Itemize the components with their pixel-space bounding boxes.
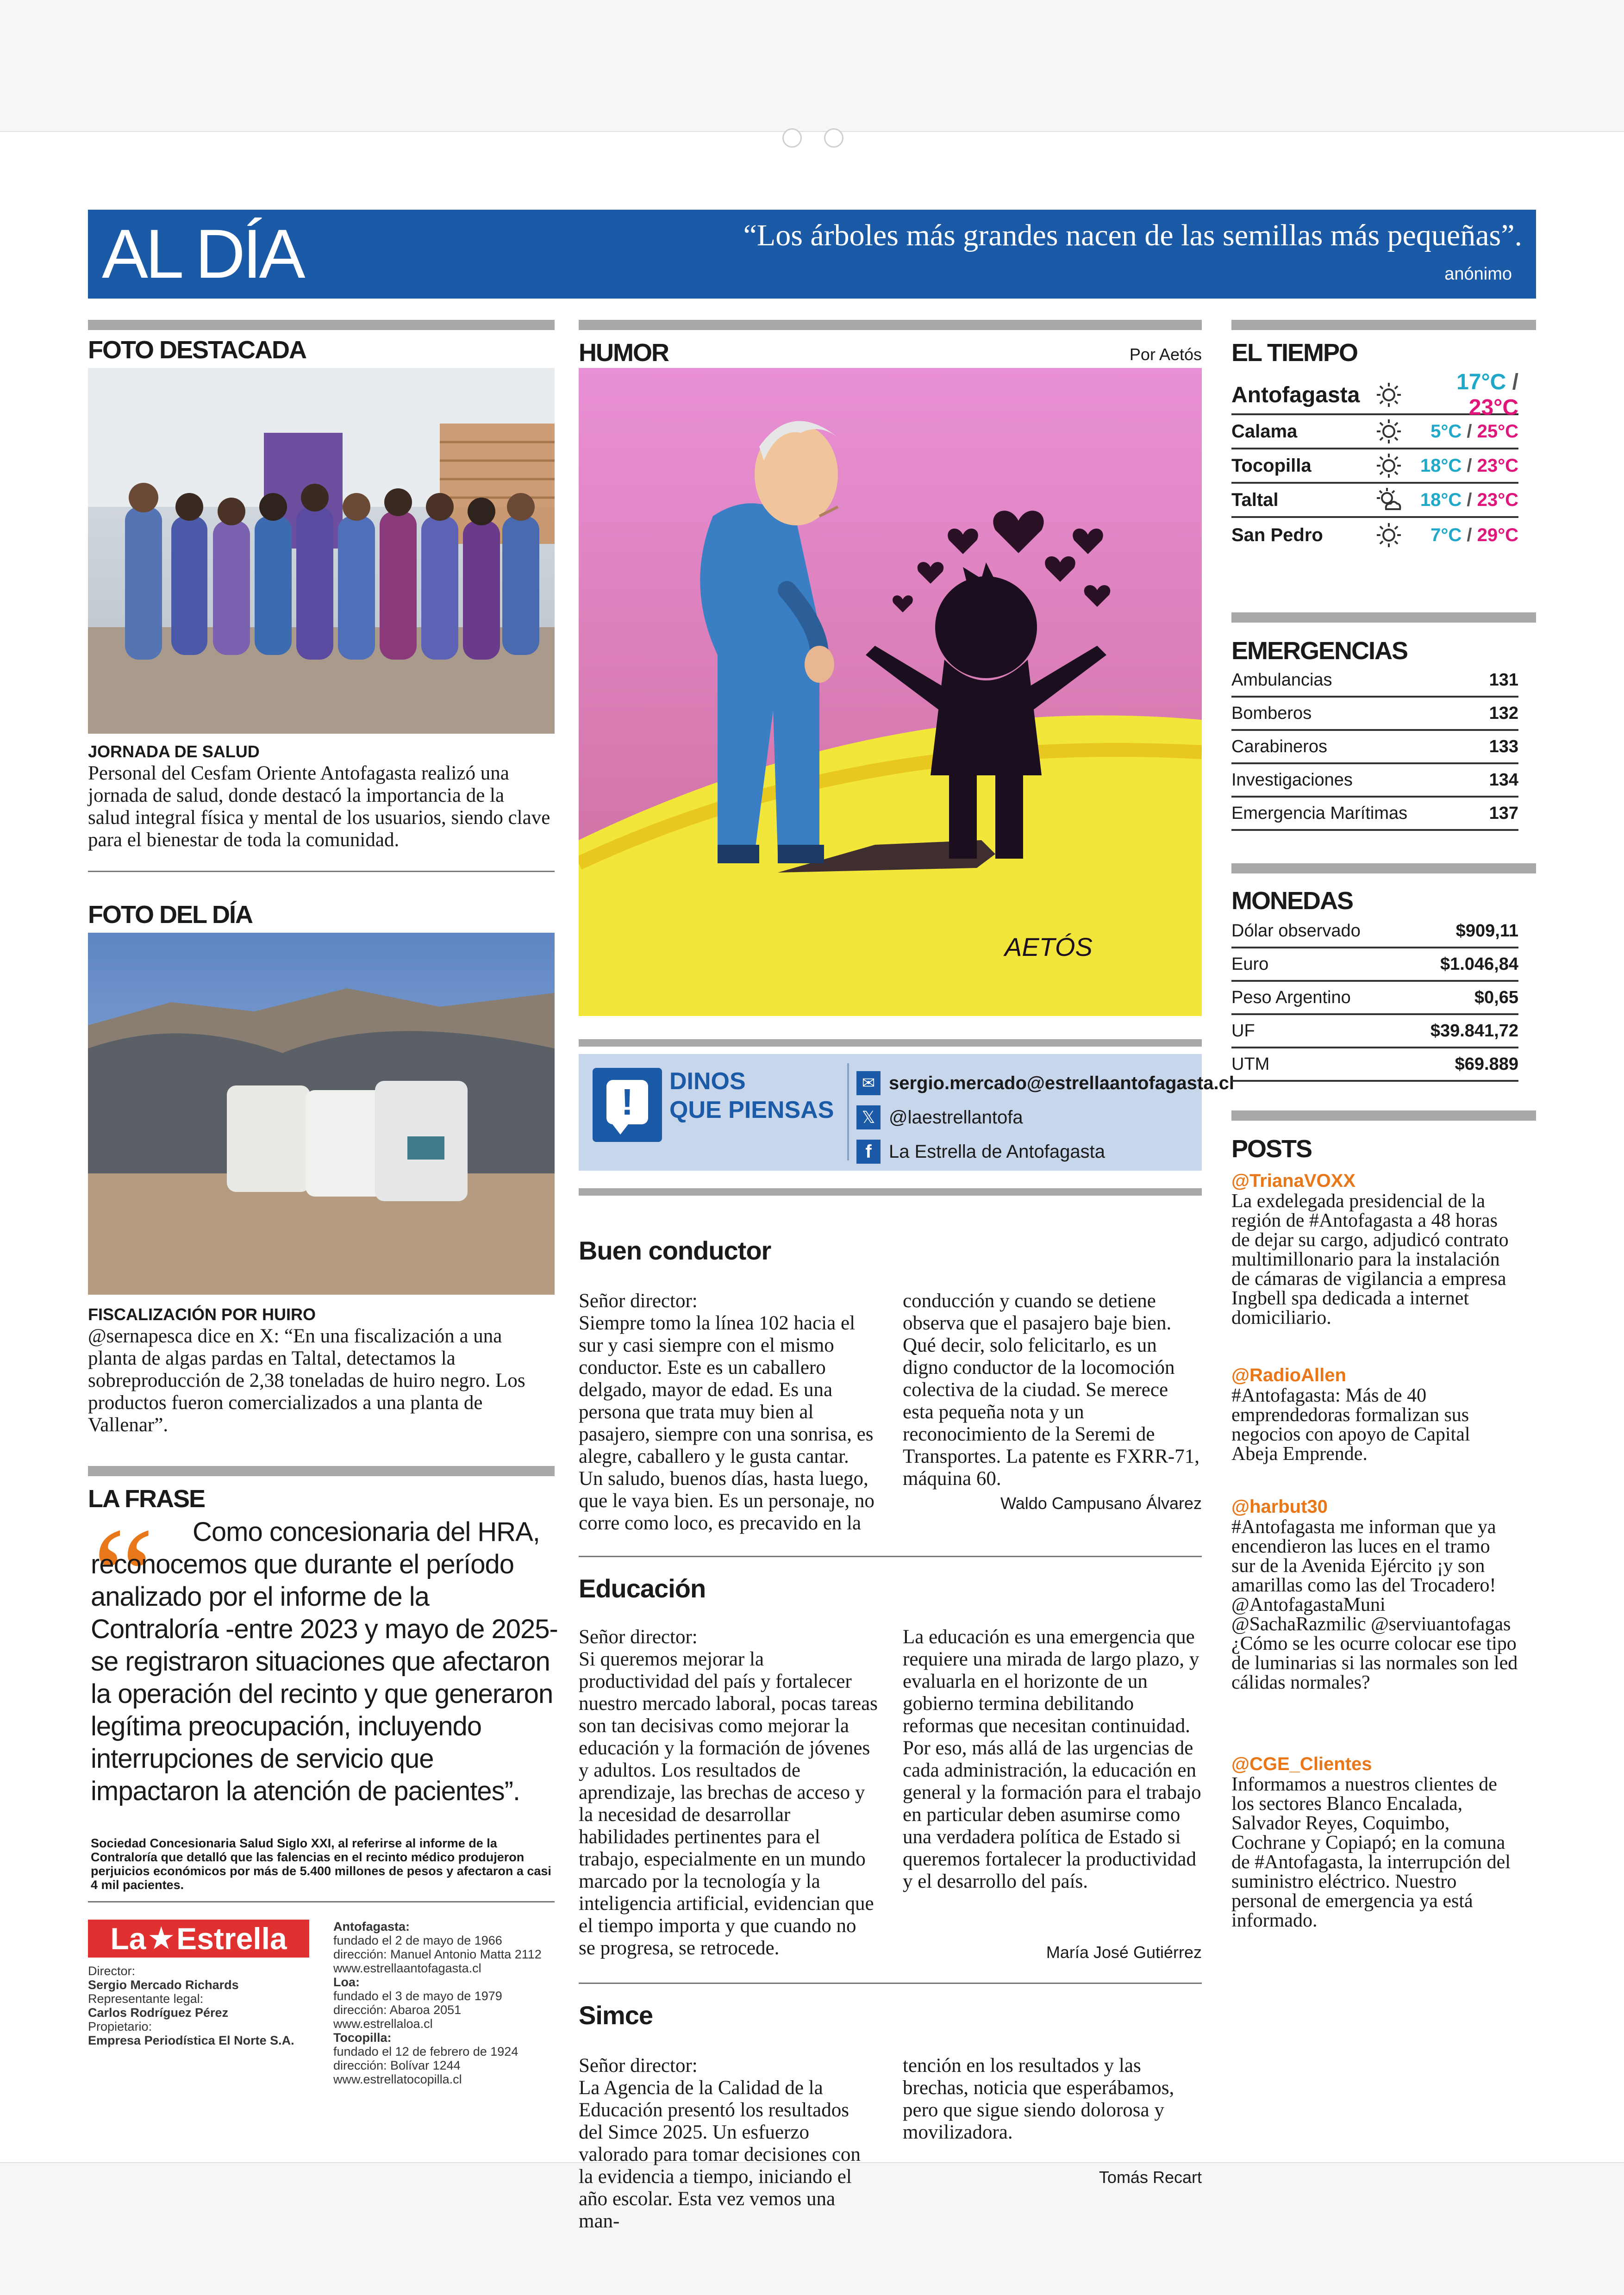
emergency-number: 132 [1489,703,1518,723]
partly-cloudy-icon [1370,487,1407,513]
letter-body-col2: tención en los resultados y las brechas, noticia que esperábamos, pero que sigue siendo dolorosa y movilizadora. [903,2055,1174,2143]
emergency-label: Bomberos [1231,703,1312,723]
star-icon: ★ [149,1923,174,1954]
divider-bar [88,320,555,330]
weather-row: Taltal 18°C / 23°C [1231,484,1518,518]
temp-max: 23°C [1477,455,1518,476]
sun-icon [1370,522,1407,548]
post-handle[interactable]: @CGE_Clientes [1231,1754,1372,1774]
currency-label: UF [1231,1021,1255,1041]
temp-max: 23°C [1468,395,1518,420]
email-icon: ✉ [856,1071,881,1095]
weather-row: Calama 5°C / 25°C [1231,415,1518,449]
currency-value: $69.889 [1455,1054,1518,1074]
edition-address: dirección: Manuel Antonio Matta 2112 [333,1947,542,1961]
edition-address: dirección: Abaroa 2051 [333,2003,462,2017]
post-text: La exdelegada presidencial de la región de #Antofagasta a 48 horas de dejar su cargo, adjudicó contrato multimillonario para la instalación de cámaras de vigilancia a empresa Ingbell spa dedicada a internet domiciliario. [1231,1191,1509,1328]
photo-caption: @sernapesca dice en X: “En una fiscalización a una planta de algas pardas en Taltal, detectamos la sobreproducción de 2,38 toneladas de huiro negro. Los productos fueron comercializados a una planta de Vallenar”. [88,1325,525,1436]
edition-name: Tocopilla: [333,2031,392,2045]
section-title: MONEDAS [1231,887,1353,915]
post-item [1231,1365,1518,1497]
edition-founded: fundado el 2 de mayo de 1966 [333,1933,502,1947]
quote-attribution: Sociedad Concesionaria Salud Siglo XXI, al referirse al informe de la Contraloría que detalló que las falencias en el recinto médico produjeron perjuicios económicos por más de 5.400 millones de pesos y afectaron a casi 4 mil pacientes. [91,1836,551,1892]
emergency-label: Emergencia Marítimas [1231,803,1408,823]
letter-signature: Waldo Campusano Álvarez [1000,1494,1202,1513]
currency-row [1231,948,1518,982]
currency-value: $39.841,72 [1430,1021,1518,1041]
divider-rule [88,1901,555,1902]
masthead-editions [333,1920,556,2086]
emergency-number: 133 [1489,736,1518,756]
x-icon: 𝕏 [856,1105,881,1129]
edition [333,1920,556,1975]
sun-icon [1370,382,1407,408]
letter-signature: Tomás Recart [1099,2168,1202,2187]
currency-label: UTM [1231,1054,1270,1074]
owner-label: Propietario: [88,2020,152,2033]
director-label: Director: [88,1964,136,1978]
section-title: HUMOR [579,339,668,367]
section-title: EMERGENCIAS [1231,637,1408,665]
divider-bar [579,1188,1202,1196]
letter-title: Educación [579,1574,706,1603]
divider-bar [1231,1110,1536,1121]
humor-cartoon [579,368,1202,1016]
letter-title: Buen conductor [579,1236,771,1265]
contact-box [579,1054,1234,1171]
page-dot[interactable] [824,128,843,148]
temp-max: 29°C [1477,524,1518,545]
facebook-icon: f [856,1140,881,1164]
contact-email-row[interactable] [856,1066,1234,1100]
currency-value: $909,11 [1455,921,1518,941]
post-text: Informamos a nuestros clientes de los sectores Blanco Encalada, Salvador Reyes, Coquimbo, Cochrane y Copiapó; en la comuna de #Antofagasta, la interrupción del suministro eléctrico. Nuestro personal de emergencia ya está informado. [1231,1774,1511,1931]
letter-body-col2: La educación es una emergencia que requiere una mirada de largo plazo, y evaluarla en el horizonte de un gobierno termina debilitando reformas que necesitan continuidad. Por eso, más allá de las urgencias de cada administración, la educación en general y la formación para el trabajo en particular deben asumirse como una verdadera política de Estado si queremos fortalecer la productividad y el desarrollo del país. [903,1626,1201,1892]
letter-body-col1: Señor director: Siempre tomo la línea 102 hacia el sur y casi siempre con el mismo conductor. Este es un caballero delgado, mayor de edad. Es una persona que trata muy bien al pasajero, siempre con una sonrisa, es alegre, caballero y le gusta cantar. Un saludo, buenos días, hasta luego, que le vaya bien. Es un personaje, no corre como loco, es precavido en la [579,1290,874,1534]
post-item [1231,1754,1518,1930]
contact-title-line2: QUE PIENSAS [669,1097,834,1123]
edition-founded: fundado el 3 de mayo de 1979 [333,1989,502,2003]
section-title: FOTO DESTACADA [88,336,306,364]
emergency-row [1231,798,1518,831]
emergency-row [1231,698,1518,731]
edition-founded: fundado el 12 de febrero de 1924 [333,2045,518,2058]
emergency-row [1231,664,1518,698]
cartoon-signature: AETÓS [1005,932,1093,961]
currency-row [1231,1048,1518,1082]
edition-website-link[interactable]: www.estrellatocopilla.cl [333,2072,462,2086]
edition-website-link[interactable]: www.estrellaantofagasta.cl [333,1961,481,1975]
contact-title [669,1067,834,1124]
temp-min: 7°C [1430,524,1462,545]
weather-city: Antofagasta [1231,382,1360,407]
weather-table [1231,370,1518,552]
currency-row [1231,1015,1518,1048]
contact-x-handle[interactable]: @laestrellantofa [889,1107,1023,1128]
emergency-label: Investigaciones [1231,770,1353,790]
emergency-label: Ambulancias [1231,670,1332,690]
estrella-logo [88,1920,309,1958]
letter-body-col2: conducción y cuando se detiene observa que el pasajero baje bien. Qué decir, solo felicitarlo, es un digno conductor de la locomoción colectiva de la ciudad. Se merece esta pequeña nota y un reconocimiento de la Seremi de Transportes. La patente es FXRR-71, máquina 60. [903,1290,1199,1490]
post-item [1231,1171,1518,1365]
weather-row: San Pedro 7°C / 29°C [1231,518,1518,552]
edition [333,2031,556,2086]
contact-divider [847,1063,849,1160]
post-handle[interactable]: @harbut30 [1231,1497,1328,1517]
masthead-staff [88,1964,319,2047]
section-title: LA FRASE [88,1485,205,1513]
post-item [1231,1497,1518,1754]
emergency-label: Carabineros [1231,736,1327,756]
emergency-row [1231,731,1518,764]
currency-label: Dólar observado [1231,921,1361,941]
posts-list [1231,1171,1518,1930]
edition [333,1975,556,2031]
emergency-number: 134 [1489,770,1518,790]
owner-name: Empresa Periodística El Norte S.A. [88,2033,294,2047]
divider-bar [579,1039,1202,1047]
page-title: AL DÍA [102,215,303,293]
logo-text-right: Estrella [176,1921,287,1956]
legal-name: Carlos Rodríguez Pérez [88,2006,229,2020]
emergency-row [1231,764,1518,798]
letter-body-col1: Señor director: Si queremos mejorar la productividad del país y fortalecer nuestro mercado laboral, pocas tareas son tan decisivas como mejorar la educación y la formación de jóvenes y adultos. Los resultados de aprendizaje, las brechas de acceso y la necesidad de desarrollar habilidades pertinentes para el trabajo, especialmente en un mundo marcado por la tecnología y la inteligencia artificial, evidencian que el tiempo importa y que cuando no se progresa, se retrocede. [579,1626,878,1959]
temp-min: 18°C [1420,455,1462,476]
divider-bar [1231,612,1536,623]
photo-caption: Personal del Cesfam Oriente Antofagasta realizó una jornada de salud, donde destacó la importancia de la salud integral física y mental de los usuarios, siendo clave para el bienestar de toda la comunidad. [88,762,550,851]
contact-links [856,1066,1234,1169]
post-handle[interactable]: @TrianaVOXX [1231,1171,1355,1191]
section-title: FOTO DEL DÍA [88,901,253,929]
divider-bar [1231,863,1536,873]
weather-city: Tocopilla [1231,455,1312,476]
divider-rule [88,871,555,872]
section-title: EL TIEMPO [1231,339,1358,367]
temp-min: 17°C [1456,370,1506,394]
divider-bar [1231,320,1536,330]
emergency-list [1231,664,1518,831]
weather-city: Calama [1231,421,1298,442]
currency-label: Peso Argentino [1231,987,1351,1007]
legal-label: Representante legal: [88,1992,204,2006]
letter-body-col1: Señor director: La Agencia de la Calidad de la Educación presentó los resultados del Simce 2025. Un esfuerzo valorado para tomar decisiones con la evidencia a tiempo, iniciando el año escolar. Esta vez vemos una man- [579,2055,861,2232]
page-dot[interactable] [782,128,802,148]
humor-byline: Por Aetós [1129,345,1202,364]
currency-label: Euro [1231,954,1269,974]
sun-icon [1370,418,1407,444]
currency-list [1231,915,1518,1082]
post-text: #Antofagasta: Más de 40 emprendedoras formalizan sus negocios con apoyo de Capital Abeja Emprende. [1231,1385,1470,1465]
currency-value: $1.046,84 [1440,954,1518,974]
newspaper-page [0,131,1624,2232]
sun-icon [1370,453,1407,479]
post-handle[interactable]: @RadioAllen [1231,1365,1346,1385]
contact-facebook[interactable]: La Estrella de Antofagasta [889,1141,1105,1162]
edition-address: dirección: Bolívar 1244 [333,2058,461,2072]
featured-photo [88,368,555,734]
contact-x-row[interactable] [856,1100,1234,1135]
banner-quote-author: anónimo [1444,264,1512,284]
logo-text-left: La [110,1921,146,1956]
emergency-number: 131 [1489,670,1518,690]
divider-bar [88,1466,555,1476]
photo-kicker: JORNADA DE SALUD [88,742,260,761]
director-name: Sergio Mercado Richards [88,1978,239,1992]
divider-rule [579,1556,1202,1557]
divider-rule [579,1983,1202,1984]
edition-name: Loa: [333,1975,360,1989]
currency-row [1231,982,1518,1015]
photo-kicker: FISCALIZACIÓN POR HUIRO [88,1305,316,1324]
banner-quote: “Los árboles más grandes nacen de las semillas más pequeñas”. [743,218,1522,252]
quote-text: Como concesionaria del HRA, reconocemos que durante el período analizado por el informe de la Contraloría -entre 2023 y mayo de 2025- se registraron situaciones que afectaron la operación del recinto y que generaron legítima preocupación, incluyendo interrupciones de servicio que impactaron la atención de pacientes”. [91,1517,558,1806]
section-title: POSTS [1231,1135,1312,1163]
letter-title: Simce [579,2001,653,2030]
exclamation-icon: ! [593,1068,662,1142]
section-banner [88,210,1536,299]
quote-mark-icon: “ [93,1499,155,1653]
edition-website-link[interactable]: www.estrellaloa.cl [333,2017,433,2031]
temp-max: 23°C [1477,489,1518,510]
currency-row [1231,915,1518,948]
weather-city: San Pedro [1231,524,1323,545]
weather-row: Antofagasta 17°C / 23°C [1231,370,1518,420]
weather-city: Taltal [1231,489,1279,510]
divider-bar [579,320,1202,330]
temp-min: 18°C [1420,489,1462,510]
letter-signature: María José Gutiérrez [1046,1943,1202,1962]
photo-of-the-day [88,933,555,1295]
page-nav-dots [782,128,843,148]
post-text: #Antofagasta me informan que ya encendieron las luces en el tramo sur de la Avenida Ejército ¡y son amarillas como las del Trocadero! @AntofagastaMuni @SachaRazmilic @serviuantofagas ¿Cómo se les ocurre colocar ese tipo de luminarias si las normales son led cálidas normales? [1231,1516,1518,1693]
emergency-number: 137 [1489,803,1518,823]
edition-name: Antofagasta: [333,1920,410,1933]
weather-row: Tocopilla 18°C / 23°C [1231,449,1518,484]
contact-facebook-row[interactable] [856,1135,1234,1169]
temp-max: 25°C [1477,421,1518,442]
temp-min: 5°C [1430,421,1462,442]
currency-value: $0,65 [1474,987,1518,1007]
contact-email[interactable]: sergio.mercado@estrellaantofagasta.cl [889,1073,1234,1093]
contact-title-line1: DINOS [669,1068,746,1095]
